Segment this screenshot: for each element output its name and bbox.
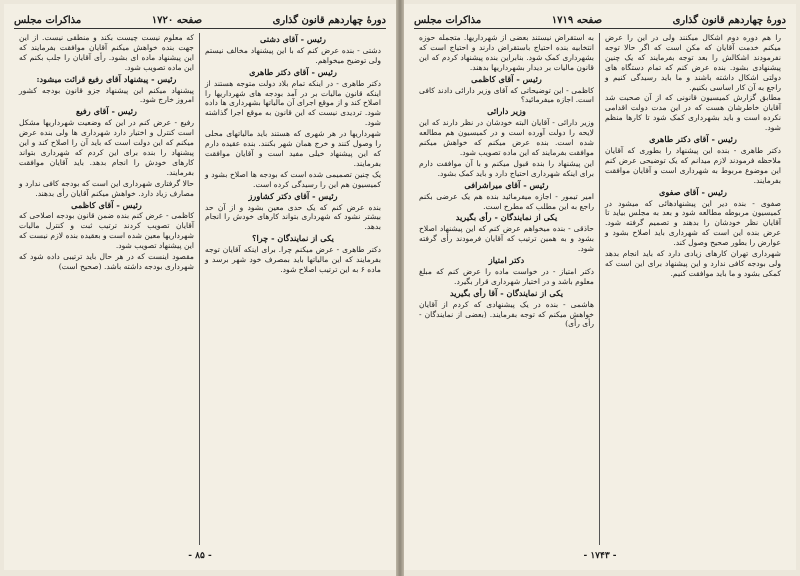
left-page-column-left xyxy=(14,33,200,545)
right-page-footer: - ۱۷۴۳ - xyxy=(583,551,617,561)
paragraph: صفوی - بنده دیر این پیشنهادهائی که میشود در کمیسیون مربوطه مطالعه شود و بعد به مجلس بیاید تا آقایان نظر خودشان را بدهند و تصمیم گرفته شود. عرض بنده این است که شهرداری باید اصلاح بشود و عوارض را بطور صحیح وصول کند. xyxy=(605,198,781,248)
book-gutter xyxy=(396,0,404,576)
paragraph: دکتر طاهری - بنده این پیشنهاد را بطوری که آقایان ملاحظه فرمودند لازم میدانم که یک توضیحی عرض کنم این موضوع مربوط به شهرداری است و آقایان موافقت بفرمایند. xyxy=(605,145,781,185)
paragraph: کاظمی - این توضیحاتی که آقای وزیر دارائی دادند کافی است. اجازه میفرمائید؟ xyxy=(419,85,594,105)
paragraph: حالا گرفتاری شهرداری این است که بودجه کافی ندارد و مصارف زیاد دارد. خواهش میکنم آقایان رأی بدهند. xyxy=(19,178,194,198)
paragraph: بنده عرض کنم که یک حدی معین بشود و از آن حد بیشتر نشود که شهرداری بتواند کارهای خودش را انجام بدهد. xyxy=(205,202,381,232)
right-page-section: مذاکرات مجلس xyxy=(414,15,482,26)
paragraph: مقصود اینست که در هر حال باید ترتیبی داده شود که شهرداری بودجه داشته باشد. (صحیح است) xyxy=(19,252,194,271)
speaker-line: رئیس - آقای دشتی xyxy=(260,34,326,44)
paragraph: دکتر امتیاز - در خواست ماده را عرض کنم که مبلغ معلوم باشد و در اختیار شهرداری قرار بگیرد. xyxy=(419,266,594,286)
paragraph: این پیشنهاد را بنده قبول میکنم و با آن موافقت دارم برای اینکه شهرداری احتیاج دارد و باید کمک بشود. xyxy=(419,158,594,178)
paragraph: مطابق گزارش کمیسیون قانونی که از آن صحبت شد آقایان خاطرشان هست که در این مدت دولت اقدامی نکرده است و باید بشهرداری کمک شود تا کارها منظم شود. xyxy=(605,93,781,133)
right-page-header xyxy=(414,10,786,29)
right-page-number: صفحه ۱۷۱۹ xyxy=(551,15,603,26)
speaker-line: یکی از نمایندگان - آقا رأی بگیرید xyxy=(450,287,563,298)
paragraph: شهرداریها در هر شهری که هستند باید مالیاتهای محلی را وصول کنند و خرج همان شهر بکنند. بنده عقیده دارم که این پیشنهاد خیلی مفید است و آقایان موافقت بفرمایند. xyxy=(205,129,381,168)
paragraph: رفیع - عرض کنم در این که وضعیت شهرداریها مشکل است کنترل و اختیار دارد شهرداری ها ولی بنده عرض میکنم که این دولت است که باید آن را اصلاح کند و این پیشنهاد را بنده برای این کردم که شهرداری بتواند کارهای خودش را انجام بدهد. باید آقایان موافقت بفرمایند. xyxy=(19,118,194,177)
left-page-title: دورهٔ چهاردهم قانون گذاری xyxy=(272,15,386,26)
left-page xyxy=(4,4,396,570)
left-page-columns xyxy=(14,33,386,545)
paragraph: دشتی - بنده عرض کنم که با این پیشنهاد مخالف نیستم ولی توضیح میخواهم. xyxy=(205,45,381,65)
speaker-line: رئیس - آقای کاظمی xyxy=(71,199,142,210)
speaker-line: رئیس - آقای دکتر طاهری xyxy=(249,66,337,77)
speaker-line: رئیس - آقای دکتر کشاورز xyxy=(248,190,338,201)
right-page-column-left xyxy=(414,33,600,545)
left-page-section: مذاکرات مجلس xyxy=(14,15,82,26)
paragraph: پیشنهاد میکنم این پیشنهاد جزو قانون بودجه کشور امروز خارج شود. xyxy=(19,85,194,105)
paragraph: یک چنین تصمیمی شده است که بودجه ها اصلاح بشود و کمیسیون هم این را رسیدگی کرده است. xyxy=(205,169,381,189)
left-page-number: صفحه ۱۷۲۰ xyxy=(151,15,203,26)
speaker-line: رئیس - آقای رفیع xyxy=(76,106,137,117)
right-page-title: دورهٔ چهاردهم قانون گذاری xyxy=(672,15,786,26)
speaker-line: وزیر دارائی xyxy=(487,106,526,117)
right-page-column-right xyxy=(600,33,786,545)
right-page xyxy=(404,4,796,570)
paragraph: دکتر طاهری - عرض میکنم چرا. برای اینکه آقایان توجه بفرمایند که این مالیاتها باید بمصرف خود شهر برسد و ماده ۶ به این ترتیب اصلاح شود. xyxy=(205,245,381,274)
left-page-footer: - ۸۵ - xyxy=(188,551,212,561)
right-page-columns xyxy=(414,33,786,545)
left-page-header xyxy=(14,10,386,29)
paragraph: امیر تیمور - اجازه میفرمائید بنده هم یک عرضی بکنم راجع به این مطلب که مطرح است. xyxy=(419,191,594,211)
speaker-line: رئیس - پیشنهاد آقای رفیع قرائت میشود: xyxy=(36,73,177,84)
speaker-line: رئیس - آقای دکتر طاهری xyxy=(649,134,737,145)
paragraph: دکتر طاهری - در اینکه تمام بلاد دولت متوجه هستند از اینکه قانون مالیات بر در آمد بودجه های شهرداریها را اصلاح کند و از موقع اجرای آن مالیاتها بشهرداری ها داده شود. تردیدی نیست که این قانون به موقع اجرا گذاشته شود. xyxy=(205,78,381,128)
speaker-line: رئیس - آقای صفوی xyxy=(659,186,727,197)
left-page-column-right xyxy=(200,33,386,545)
speaker-line: یکی از نمایندگان - رأی بگیرید xyxy=(455,212,558,223)
speaker-line: یکی از نمایندگان - چرا؟ xyxy=(252,233,334,244)
paragraph: حاذقی - بنده میخواهم عرض کنم که این پیشنهاد اصلاح بشود و به همین ترتیب که آقایان فرمودند رأی گرفته شود. xyxy=(419,224,594,254)
paragraph: کاظمی - عرض کنم بنده ضمن قانون بودجه اصلاحی که آقایان تصویب کردند ترتیب ثبت و کنترل مالیات شهرداریها معین شده است و بعقیده بنده لازم نیست که این پیشنهاد تصویب شود. xyxy=(19,211,194,251)
speaker-line: دکتر امتیاز xyxy=(488,255,525,266)
paragraph: هاشمی - بنده در یک پیشنهادی که کردم از آقایان خواهش میکنم که توجه بفرمایند. (بعضی از نمایندگان - رأی رأی) xyxy=(419,299,594,329)
paragraph: به استقراض نیستند بعضی از شهرداریها. متجمله حوزه انتخابیه بنده احتیاج باستقراض دارند و احتیاج است که بشهرداری کمک شود. بنابراین بنده پیشنهاد کردم که این قانون مالیات بر دیدار بشهرداریها بدهند. xyxy=(419,33,594,72)
paragraph: وزیر دارائی - آقایان البته خودشان در نظر دارند که این لایحه را دولت آورده است و در کمیسیون هم مطالعه شده است. بنده عرض میکنم که خواهش میکنم موافقت بفرمایند که این ماده تصویب شود. xyxy=(419,118,594,157)
paragraph: را هم دوره دوم اشکال میکنند ولی در این را عرض میکنم خدمت آقایان که مکن است که اگر حالا توجه نفرمودند اشکالش را بعد توجه بفرمایند که یک چنین پیشنهادی بشود. بنده عرض کنم که تمام دستگاه های دولتی اشکال داشته باشند و ما باید رسیدگی کنیم و راجع به آن کار اساسی بکنیم. xyxy=(605,33,781,92)
speaker-line: رئیس - آقای میراشرافی xyxy=(464,179,549,190)
speaker-line: رئیس - آقای کاظمی xyxy=(471,73,542,84)
paragraph: که معلوم نیست چیست بکند و منطقی نیست. از این جهت بنده خواهش میکنم آقایان موافقت بفرمایند که این پیشنهاد ماده ای بشود. رأی آقایان را جلب بکنم که این ماده تصویب شود. xyxy=(19,33,194,72)
paragraph: شهرداری تهران کارهای زیادی دارد که باید انجام بدهد ولی بودجه کافی ندارد و این پیشنهاد برای این است که کمکی بشود و ما باید موافقت کنیم. xyxy=(605,249,781,278)
